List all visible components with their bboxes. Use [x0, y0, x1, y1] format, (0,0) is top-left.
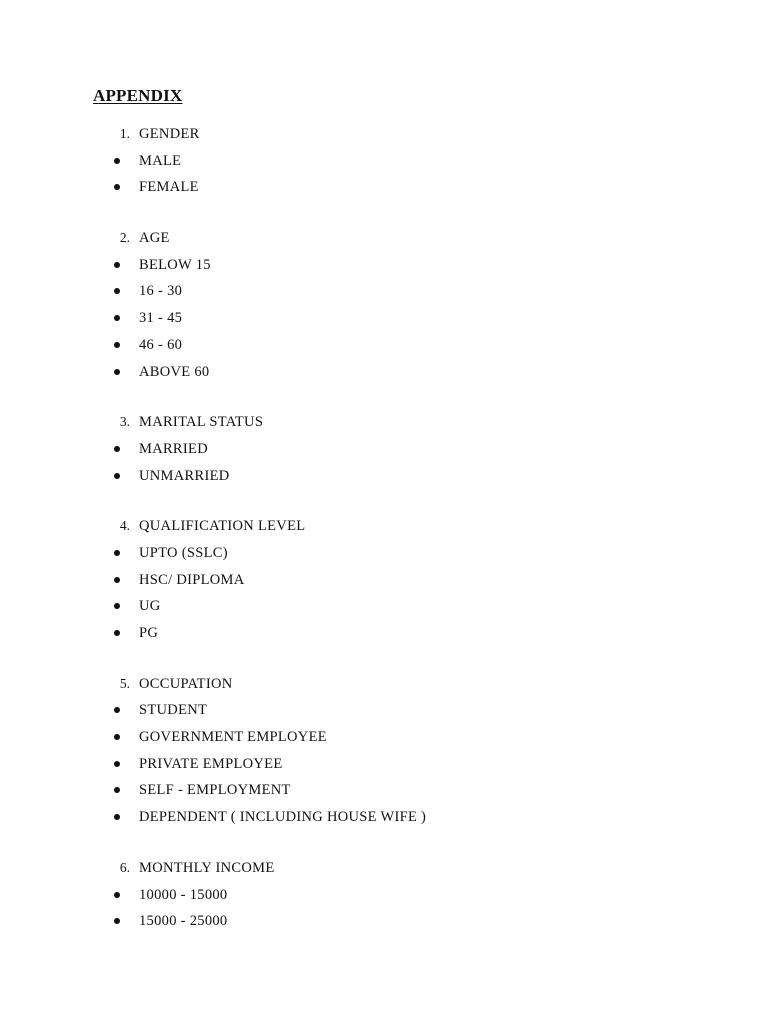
- option-text: 15000 - 25000: [139, 913, 228, 930]
- list-item: [0, 780, 768, 807]
- question-section: [0, 124, 768, 204]
- option-text: MARRIED: [139, 440, 208, 457]
- bullet-icon: [114, 158, 120, 164]
- option-text: 10000 - 15000: [139, 886, 228, 903]
- option-text: PG: [139, 625, 159, 641]
- question-number: 4.: [119, 518, 130, 534]
- bullet-icon: [114, 473, 120, 479]
- question-number: 1.: [119, 126, 130, 141]
- bullet-icon: [114, 369, 120, 375]
- list-item: [0, 700, 768, 727]
- option-text: GOVERNMENT EMPLOYEE: [139, 729, 327, 746]
- option-text: ABOVE 60: [139, 363, 210, 380]
- question-heading-text: MONTHLY INCOME: [139, 859, 275, 876]
- list-item: [0, 439, 768, 466]
- list-item: [0, 754, 768, 781]
- question-section: [0, 516, 768, 649]
- bullet-icon: [114, 550, 120, 556]
- bullet-icon: [114, 761, 120, 767]
- question-heading-text: QUALIFICATION LEVEL: [139, 518, 306, 535]
- bullet-icon: [114, 577, 120, 583]
- bullet-icon: [114, 630, 120, 636]
- list-item: [0, 151, 768, 178]
- option-text: DEPENDENT ( INCLUDING HOUSE WIFE ): [139, 809, 427, 826]
- question-number: 2.: [119, 230, 130, 246]
- option-text: UG: [139, 598, 161, 615]
- question-heading: [0, 228, 768, 255]
- question-heading: [0, 516, 768, 543]
- bullet-icon: [114, 184, 120, 190]
- option-text: STUDENT: [139, 702, 208, 719]
- bullet-icon: [114, 342, 120, 348]
- page-title: APPENDIX: [93, 86, 183, 105]
- list-item: [0, 911, 768, 938]
- list-item: [0, 885, 768, 912]
- option-text: HSC/ DIPLOMA: [139, 571, 245, 588]
- question-number: 3.: [119, 414, 130, 430]
- list-item: [0, 570, 768, 597]
- list-item: [0, 807, 768, 834]
- option-text: SELF - EMPLOYMENT: [139, 782, 291, 799]
- bullet-icon: [114, 262, 120, 268]
- list-item: [0, 255, 768, 282]
- option-text: MALE: [139, 152, 182, 169]
- question-heading: [0, 412, 768, 439]
- list-item: [0, 466, 768, 493]
- question-heading-text: MARITAL STATUS: [139, 414, 264, 431]
- option-text: UPTO (SSLC): [139, 544, 228, 561]
- list-item: [0, 623, 768, 650]
- option-text: 16 - 30: [139, 283, 183, 300]
- list-item: [0, 362, 768, 389]
- list-item: [0, 596, 768, 623]
- option-text: FEMALE: [139, 179, 199, 196]
- list-item: [0, 543, 768, 570]
- option-text: BELOW 15: [139, 256, 211, 273]
- list-item: [0, 281, 768, 308]
- question-section: [0, 858, 768, 938]
- bullet-icon: [114, 315, 120, 321]
- question-number: 5.: [119, 675, 130, 691]
- bullet-icon: [114, 707, 120, 713]
- question-number: 6.: [119, 859, 130, 875]
- bullet-icon: [114, 734, 120, 740]
- question-heading: [0, 674, 768, 701]
- questionnaire-sections: [0, 124, 768, 962]
- bullet-icon: [114, 288, 120, 294]
- list-item: [0, 177, 768, 204]
- question-heading-text: GENDER: [139, 126, 200, 142]
- bullet-icon: [114, 446, 120, 452]
- option-text: 31 - 45: [139, 310, 183, 327]
- bullet-icon: [114, 787, 120, 793]
- question-heading: [0, 124, 768, 151]
- bullet-icon: [114, 918, 120, 924]
- bullet-icon: [114, 603, 120, 609]
- list-item: [0, 335, 768, 362]
- question-heading: [0, 858, 768, 885]
- option-text: UNMARRIED: [139, 467, 230, 484]
- list-item: [0, 727, 768, 754]
- list-item: [0, 308, 768, 335]
- question-section: [0, 412, 768, 492]
- bullet-icon: [114, 814, 120, 820]
- question-section: [0, 674, 768, 834]
- question-section: [0, 228, 768, 388]
- option-text: 46 - 60: [139, 336, 183, 353]
- question-heading-text: OCCUPATION: [139, 675, 233, 692]
- bullet-icon: [114, 892, 120, 898]
- question-heading-text: AGE: [139, 230, 170, 247]
- option-text: PRIVATE EMPLOYEE: [139, 755, 283, 772]
